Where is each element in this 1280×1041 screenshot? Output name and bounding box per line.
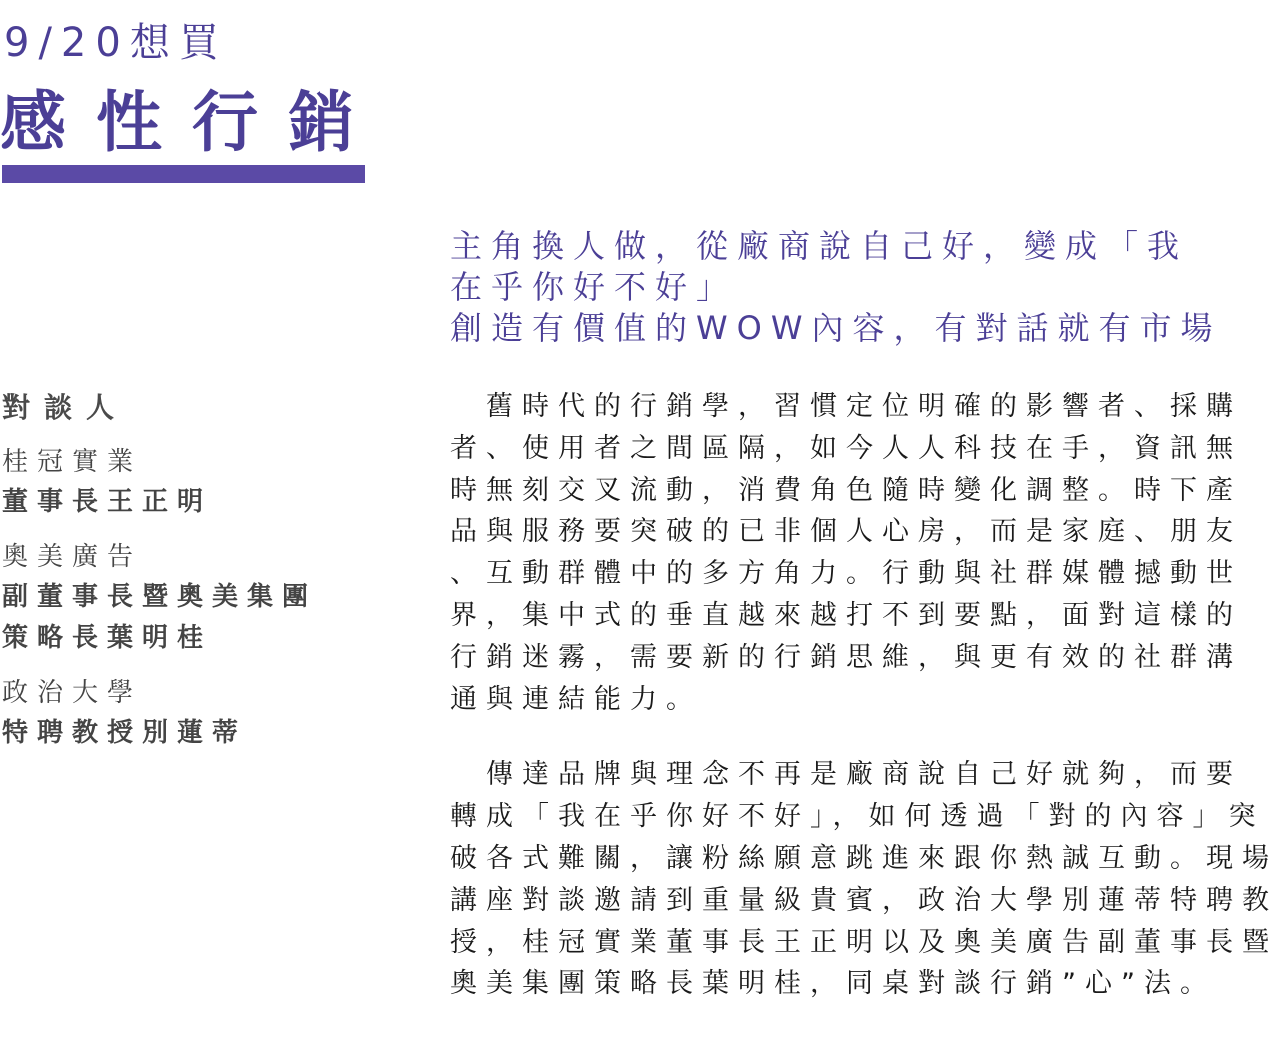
speaker-item — [2, 442, 422, 523]
paragraph-line: 通與連結能力。 — [450, 683, 702, 715]
speaker-organization: 桂冠實業 — [2, 447, 143, 477]
paragraph-line: 轉成「我在乎你好不好」，如何透過「對的內容」突 — [450, 801, 1265, 833]
paragraph-line: 傳達品牌與理念不再是廠商說自己好就夠，而要 — [450, 759, 1242, 791]
speaker-role: 策略長葉明桂 — [2, 623, 213, 653]
paragraph-line: 授，桂冠實業董事長王正明以及奧美廣告副董事長暨 — [450, 926, 1278, 958]
paragraph-line: 行銷迷霧，需要新的行銷思維，與更有效的社群溝 — [450, 641, 1242, 673]
body-paragraph — [450, 386, 1280, 720]
speaker-role: 特聘教授別蓮蒂 — [2, 718, 248, 748]
article-body — [450, 386, 1280, 1005]
headline — [450, 226, 1280, 349]
paragraph-line: 奧美集團策略長葉明桂，同桌對談行銷”心”法。 — [450, 968, 1216, 1000]
paragraph-line: 者、使用者之間區隔，如今人人科技在手，資訊無 — [450, 432, 1242, 464]
paragraph-line: 講座對談邀請到重量級貴賓，政治大學別蓮蒂特聘教 — [450, 884, 1278, 916]
speaker-role: 董事長王正明 — [2, 487, 213, 517]
event-date: 9/20想買 — [4, 20, 228, 66]
speaker-role: 副董事長暨奧美集團 — [2, 582, 318, 612]
paragraph-line: 時無刻交叉流動，消費角色隨時變化調整。時下產 — [450, 474, 1242, 506]
speaker-item — [2, 673, 422, 754]
headline-line: 主角換人做，從廠商說自己好，變成「我 — [450, 227, 1189, 265]
body-paragraph — [450, 754, 1280, 1005]
paragraph-line: 舊時代的行銷學，習慣定位明確的影響者、採購 — [450, 391, 1242, 422]
headline-line: 創造有價值的WOW內容，有對話就有市場 — [450, 309, 1222, 347]
paragraph-line: 品與服務要突破的已非個人心房，而是家庭、朋友 — [450, 516, 1242, 548]
paragraph-line: 破各式難關，讓粉絲願意跳進來跟你熱誠互動。現場 — [450, 842, 1278, 874]
speakers-label: 對談人 — [2, 391, 129, 424]
speakers-panel — [2, 386, 422, 768]
speaker-item — [2, 537, 422, 659]
headline-line: 在乎你好不好」 — [450, 268, 738, 306]
paragraph-line: 界，集中式的垂直越來越打不到要點，面對這樣的 — [450, 599, 1242, 631]
title-underline-bar — [2, 165, 365, 183]
paragraph-line: 、互動群體中的多方角力。行動與社群媒體撼動世 — [450, 558, 1242, 590]
speaker-organization: 奧美廣告 — [2, 542, 143, 572]
page-title: 感性行銷 — [0, 84, 384, 161]
speaker-organization: 政治大學 — [2, 678, 143, 708]
